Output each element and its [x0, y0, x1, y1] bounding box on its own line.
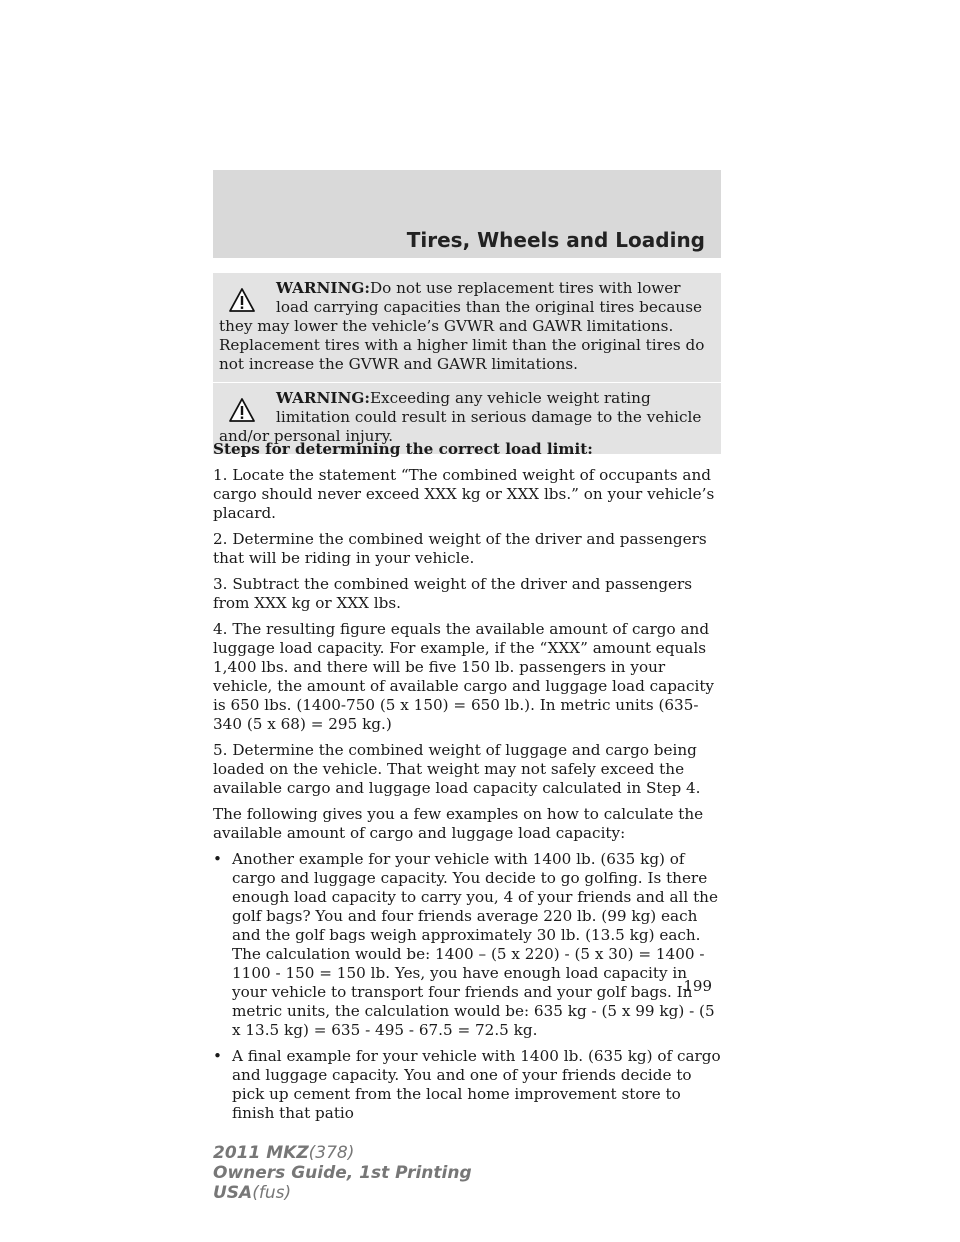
warning-text: Exceeding any vehicle weight rating limitation could result in serious damage to the vehicle and/or personal injury. [219, 389, 702, 445]
footer-region-code: (fus) [252, 1183, 292, 1203]
warning-text: Do not use replacement tires with lower load carrying capacities than the original tires because they may lower the vehicle’s GVWR and GAWR limitations. Replacement tires with a higher limit than the original tires do not increase the GVWR and GAWR limitations. [219, 279, 705, 373]
footer-model: 2011 MKZ [213, 1143, 309, 1163]
warning-triangle-icon [229, 288, 255, 312]
section-header-band [213, 170, 721, 258]
example-golfing [213, 850, 721, 1040]
example-text: Another example for your vehicle with 1400 lb. (635 kg) of cargo and luggage capacity. You decide to go golfing. Is there enough load capacity to carry you, 4 of your friends and all the golf bags? You and four friends average 220 lb. (99 kg) each and the golf bags weigh approximately 30 lb. (13.5 kg) each. The calculation would be: 1400 – (5 x 220) - (5 x 30) = 1400 - 1100 - 150 = 150 lb. Yes, you have enough load capacity in your vehicle to transport four friends and your golf bags. In metric units, the calculation would be: 635 kg - (5 x 99 kg) - (5 x 13.5 kg) = 635 - 495 - 67.5 = 72.5 kg. [232, 850, 718, 1039]
step-4: 4. The resulting figure equals the available amount of cargo and luggage load capacity. For example, if the “XXX” amount equals 1,400 lbs. and there will be five 150 lb. passengers in your vehicle, the amount of available cargo and luggage load capacity is 650 lbs. (1400-750 (5 x 150) = 650 lb.). In metric units (635-340 (5 x 68) = 295 kg.) [213, 620, 715, 733]
examples-intro: The following gives you a few examples on how to calculate the available amount of cargo and luggage load capacity: [213, 805, 704, 842]
footer-model-code: (378) [308, 1143, 355, 1163]
example-text: A final example for your vehicle with 1400 lb. (635 kg) of cargo and luggage capacity. You and one of your friends decide to pick up cement from the local home improvement store to finish that patio [232, 1047, 721, 1122]
footer-guide: Owners Guide, 1st Printing [213, 1163, 472, 1183]
print-footer [213, 1143, 472, 1203]
step-2: 2. Determine the combined weight of the driver and passengers that will be riding in your vehicle. [213, 530, 707, 567]
bullet-symbol: • [213, 1047, 222, 1065]
warning-triangle-icon [229, 398, 255, 422]
step-5: 5. Determine the combined weight of luggage and cargo being loaded on the vehicle. That weight may not safely exceed the available cargo and luggage load capacity calculated in Step 4. [213, 741, 701, 797]
warning-label: WARNING: [276, 389, 370, 407]
section-title: Tires, Wheels and Loading [406, 228, 705, 252]
bullet-symbol: • [213, 850, 222, 868]
warning-label: WARNING: [276, 279, 370, 297]
footer-region: USA [213, 1183, 253, 1203]
example-cement [213, 1047, 721, 1123]
warning-box-tires [213, 273, 721, 382]
load-limit-steps [213, 440, 721, 1130]
page-number: 199 [683, 977, 712, 995]
steps-heading: Steps for determining the correct load limit: [213, 440, 593, 458]
step-3: 3. Subtract the combined weight of the driver and passengers from XXX kg or XXX lbs. [213, 575, 693, 612]
step-1: 1. Locate the statement “The combined weight of occupants and cargo should never exceed XXX kg or XXX lbs.” on your vehicle’s placard. [213, 466, 715, 522]
